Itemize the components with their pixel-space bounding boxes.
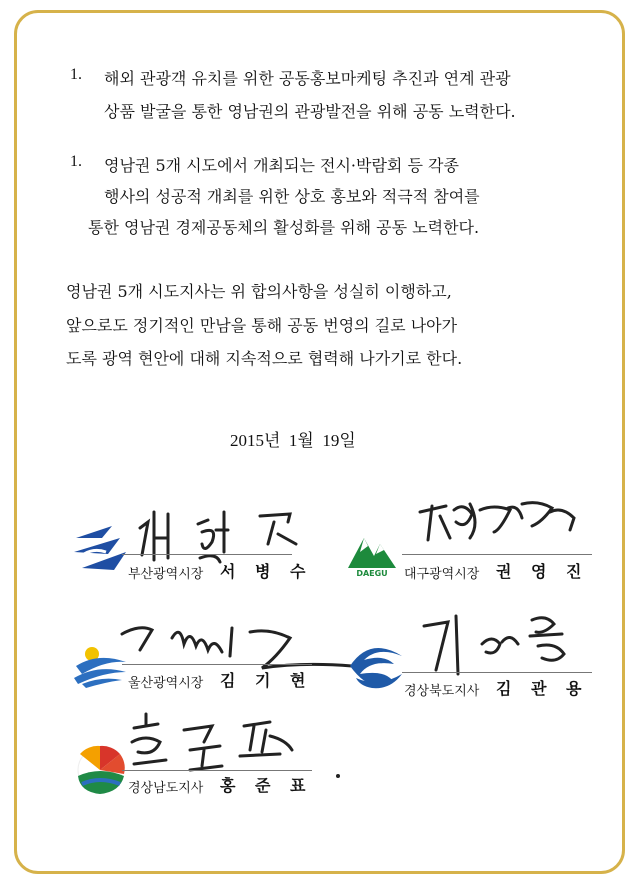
signature-line xyxy=(402,554,592,555)
signatory-title: 부산광역시장 xyxy=(128,567,204,582)
signature-gyeongbuk xyxy=(412,600,602,680)
signatory-name: 김 관 용 xyxy=(496,679,589,698)
signature-daegu xyxy=(410,492,590,552)
item-line: 통한 영남권 경제공동체의 활성화를 위해 공동 노력한다. xyxy=(88,218,480,237)
signatory-title: 대구광역시장 xyxy=(404,567,480,582)
item-line: 영남권 5개 시도에서 개최되는 전시·박람회 등 각종 xyxy=(104,156,459,175)
item-line: 상품 발굴을 통한 영남권의 관광발전을 위해 공동 노력한다. xyxy=(104,102,516,121)
signatory-name: 김 기 현 xyxy=(220,671,313,690)
signatory-title: 울산광역시장 xyxy=(128,676,204,691)
daegu-logo-icon xyxy=(344,524,400,578)
signature-line xyxy=(122,554,292,555)
closing-line: 영남권 5개 시도지사는 위 합의사항을 성실히 이행하고, xyxy=(66,282,452,301)
signatory-name: 서 병 수 xyxy=(220,562,313,581)
item-number: 1. xyxy=(70,153,82,170)
closing-line: 도록 광역 현안에 대해 지속적으로 협력해 나가기로 한다. xyxy=(66,349,463,368)
signatory-name: 권 영 진 xyxy=(496,562,589,581)
gyeongbuk-logo-icon xyxy=(346,640,408,690)
signatory-name: 홍 준 표 xyxy=(220,776,313,795)
item-line: 행사의 성공적 개최를 위한 상호 홍보와 적극적 참여를 xyxy=(104,187,480,206)
signature-line xyxy=(122,770,312,771)
item-line: 해외 관광객 유치를 위한 공동홍보마케팅 추진과 연계 관광 xyxy=(104,69,511,88)
closing-line: 앞으로도 정기적인 만남을 통해 공동 번영의 길로 나아가 xyxy=(66,316,458,335)
signature-line xyxy=(402,672,592,673)
daegu-logo-text: DAEGU xyxy=(356,569,388,578)
signature-line xyxy=(122,664,312,665)
signatory-title: 경상남도지사 xyxy=(128,781,204,796)
agreement-date: 2015년 1월 19일 xyxy=(230,431,356,450)
item-number: 1. xyxy=(70,66,82,83)
signatory-title: 경상북도지사 xyxy=(404,684,480,699)
signature-ulsan xyxy=(112,610,362,670)
